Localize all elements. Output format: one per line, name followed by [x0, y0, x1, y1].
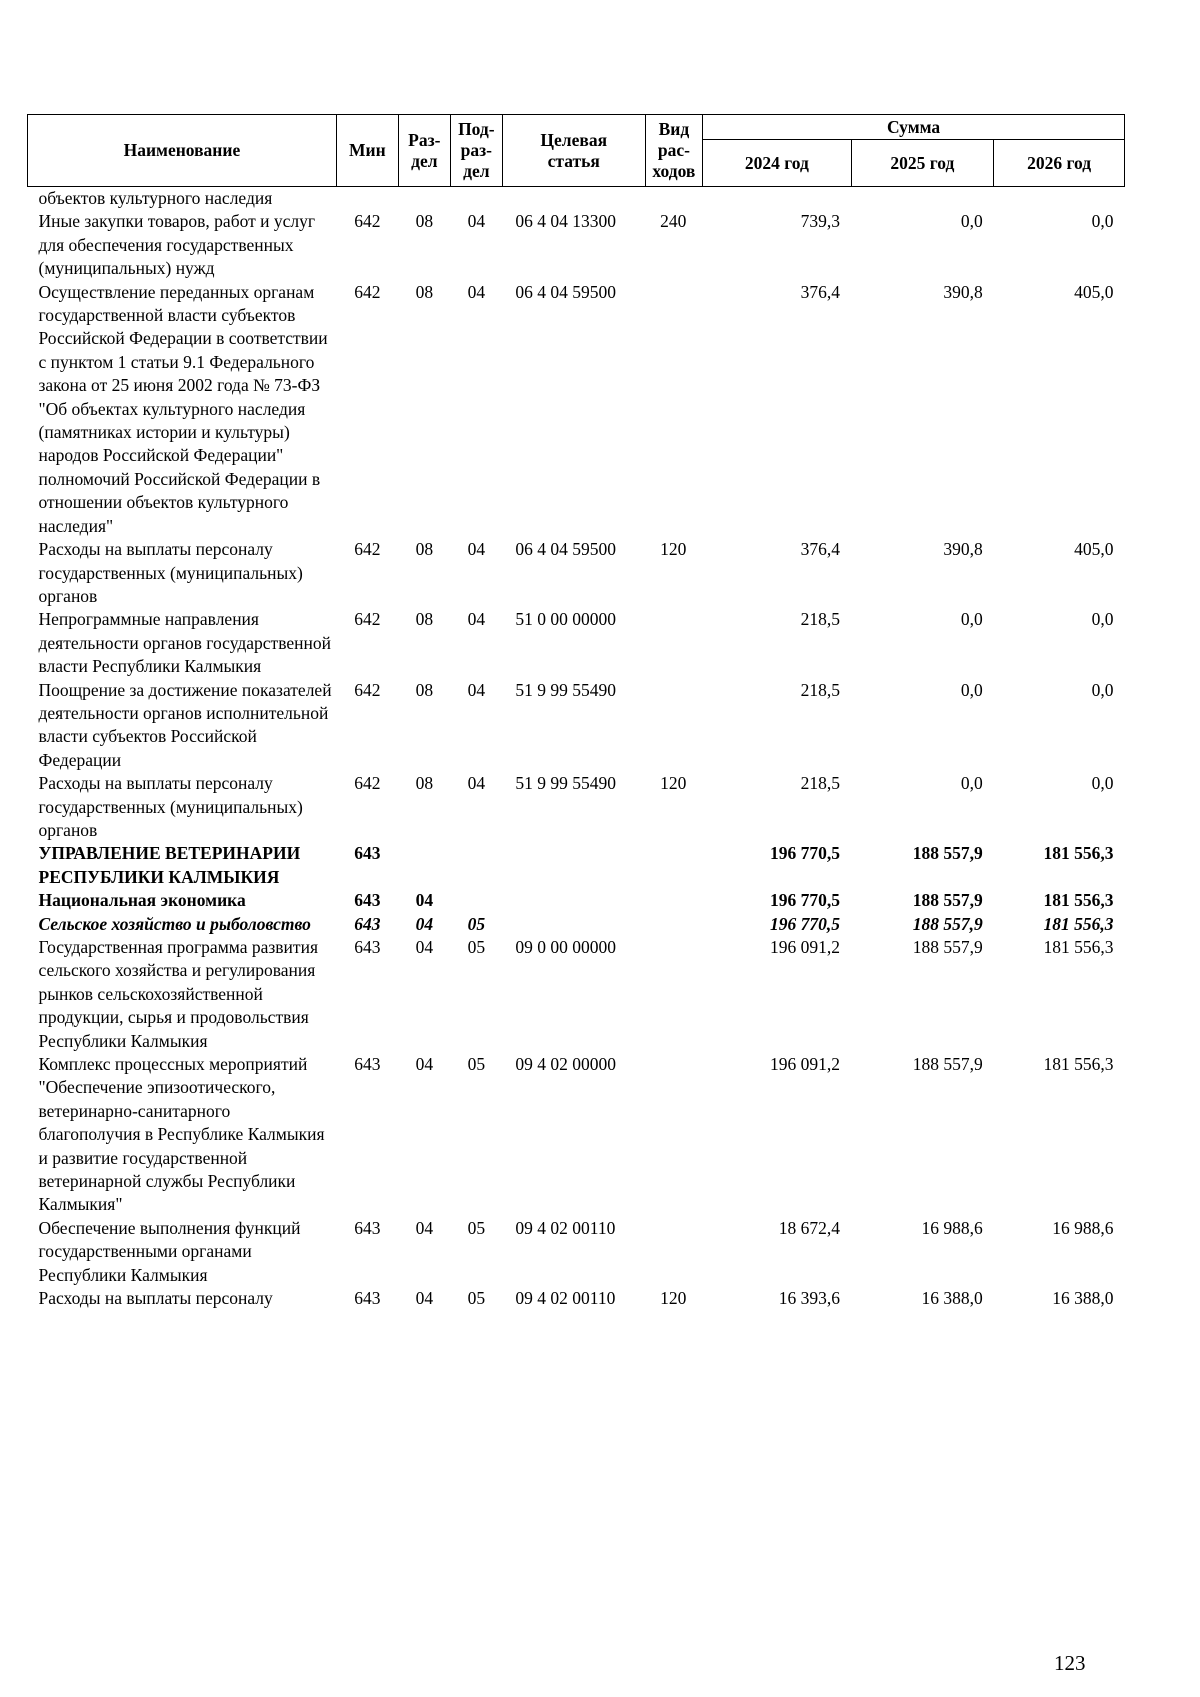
row-sum-2024: 739,3 [800, 211, 840, 232]
row-sum-2026: 181 556,3 [1043, 890, 1114, 911]
header-razdel: Раз-дел [398, 115, 450, 187]
row-min: 642 [354, 609, 381, 630]
row-sum-2026: 0,0 [1091, 679, 1114, 700]
row-razdel: 08 [415, 539, 434, 560]
table-body [28, 187, 1125, 1311]
row-podrazdel: 04 [467, 679, 486, 700]
row-razdel: 08 [415, 281, 434, 302]
row-podrazdel [450, 187, 502, 211]
table-row [28, 281, 1125, 538]
row-sum-2025: 0,0 [960, 609, 983, 630]
row-vid: 240 [660, 211, 687, 232]
row-podrazdel: 04 [467, 281, 486, 302]
table-row [28, 1053, 1125, 1217]
row-name: Сельское хозяйство и рыболовство [38, 913, 311, 934]
row-vid [645, 936, 703, 1053]
row-razdel: 04 [415, 1288, 434, 1309]
row-sum-2024: 218,5 [800, 609, 840, 630]
row-sum-2026: 16 388,0 [1052, 1288, 1114, 1309]
table-row [28, 936, 1125, 1053]
row-podrazdel: 05 [467, 1054, 486, 1075]
row-podrazdel: 05 [467, 937, 486, 957]
row-razdel: 04 [415, 913, 434, 934]
row-name: Обеспечение выполнения функций государственными органами Республики Калмыкия [38, 1217, 301, 1285]
row-sum-2025: 188 557,9 [912, 913, 983, 934]
row-razdel: 04 [415, 1217, 434, 1238]
row-sum-2024 [703, 187, 851, 211]
table-row [28, 538, 1125, 608]
row-sum-2025 [851, 187, 994, 211]
row-name: Непрограммные направления деятельности органов государственной власти Республики Калмыкия [38, 609, 331, 677]
header-2024: 2024 год [703, 140, 851, 187]
row-vid: 120 [660, 1288, 687, 1309]
row-podrazdel [450, 889, 502, 912]
row-target: 06 4 04 13300 [515, 211, 616, 232]
table-row [28, 210, 1125, 280]
row-target [502, 889, 645, 912]
table-row [28, 842, 1125, 889]
row-sum-2025: 188 557,9 [912, 937, 983, 957]
row-podrazdel: 04 [467, 539, 486, 560]
row-razdel [398, 187, 450, 211]
budget-table [27, 114, 1125, 1311]
row-target: 09 4 02 00110 [515, 1217, 616, 1238]
row-razdel: 04 [415, 1054, 434, 1075]
row-min: 643 [354, 843, 381, 864]
row-target [502, 913, 645, 936]
row-sum-2026: 0,0 [1091, 773, 1114, 794]
row-sum-2024: 196 770,5 [770, 890, 840, 911]
header-podrazdel: Под-раз-дел [450, 115, 502, 187]
row-name: объектов культурного наследия [38, 188, 273, 208]
row-target: 51 9 99 55490 [515, 773, 616, 794]
table-row [28, 1287, 1125, 1310]
row-razdel [398, 842, 450, 889]
row-vid [645, 1053, 703, 1217]
row-target: 06 4 04 59500 [515, 539, 616, 560]
row-sum-2026: 16 988,6 [1052, 1217, 1114, 1238]
row-min: 643 [354, 1054, 381, 1075]
row-sum-2025: 16 388,0 [921, 1288, 983, 1309]
row-podrazdel: 05 [467, 1217, 486, 1238]
row-razdel: 08 [415, 773, 434, 794]
header-min: Мин [336, 115, 398, 187]
row-target: 51 9 99 55490 [515, 679, 616, 700]
row-podrazdel: 04 [467, 773, 486, 794]
row-target: 06 4 04 59500 [515, 281, 616, 302]
row-name: Государственная программа развития сельского хозяйства и регулирования рынков сельскохозяйственной продукции, сырья и продовольствия Республики Калмыкия [38, 937, 318, 1051]
row-sum-2025: 0,0 [960, 679, 983, 700]
row-sum-2026: 181 556,3 [1043, 1054, 1114, 1075]
row-sum-2026: 181 556,3 [1043, 843, 1114, 864]
row-sum-2024: 196 091,2 [770, 937, 840, 957]
row-min: 643 [354, 937, 381, 957]
row-vid [645, 187, 703, 211]
row-sum-2024: 18 672,4 [778, 1217, 840, 1238]
row-podrazdel: 05 [467, 913, 486, 934]
row-min: 642 [354, 281, 381, 302]
row-name: Расходы на выплаты персоналу государственных (муниципальных) органов [38, 773, 303, 840]
row-sum-2024: 376,4 [800, 539, 840, 560]
row-vid [645, 281, 703, 538]
row-sum-2026: 181 556,3 [1043, 913, 1114, 934]
row-podrazdel: 04 [467, 211, 486, 232]
row-sum-2026 [994, 187, 1125, 211]
row-name: Осуществление переданных органам государственной власти субъектов Российской Федерации в соответствии с пунктом 1 статьи 9.1 Федерального закона от 25 июня 2002 года № 73-ФЗ "Об объектах культурного наследия (памятниках истории и культуры) народов Российской Федерации" полномочий Российской Федерации в отношении объектов культурного наследия" [38, 281, 328, 536]
row-razdel: 08 [415, 609, 434, 630]
row-min: 642 [354, 679, 381, 700]
row-min: 643 [354, 913, 381, 934]
row-razdel: 08 [415, 211, 434, 232]
row-vid [645, 889, 703, 912]
row-podrazdel [450, 842, 502, 889]
row-sum-2026: 181 556,3 [1043, 937, 1114, 957]
table-row [28, 187, 1125, 211]
table-row [28, 772, 1125, 842]
row-sum-2024: 376,4 [800, 281, 840, 302]
row-sum-2024: 196 770,5 [770, 913, 840, 934]
row-name: Комплекс процессных мероприятий "Обеспечение эпизоотического, ветеринарно-санитарного благополучия в Республике Калмыкия и развитие государственной ветеринарной службы Республики Калмыкия" [38, 1054, 325, 1215]
table-row [28, 913, 1125, 936]
row-sum-2026: 0,0 [1091, 211, 1114, 232]
row-target: 09 4 02 00110 [515, 1288, 616, 1309]
page-number: 123 [1054, 1651, 1086, 1675]
row-sum-2025: 188 557,9 [912, 1054, 983, 1075]
header-sum: Сумма [703, 115, 1125, 140]
row-sum-2025: 0,0 [960, 773, 983, 794]
header-2025: 2025 год [851, 140, 994, 187]
budget-table-container [27, 114, 1125, 1311]
row-sum-2025: 188 557,9 [912, 843, 983, 864]
row-vid [645, 679, 703, 773]
row-name: УПРАВЛЕНИЕ ВЕТЕРИНАРИИ РЕСПУБЛИКИ КАЛМЫКИЯ [38, 843, 301, 887]
table-header [28, 115, 1125, 187]
row-target: 09 0 00 00000 [515, 937, 616, 957]
row-min: 643 [354, 1217, 381, 1238]
row-vid [645, 1217, 703, 1287]
header-name: Наименование [28, 115, 337, 187]
row-razdel: 04 [415, 890, 434, 911]
row-sum-2024: 16 393,6 [778, 1288, 840, 1309]
table-row [28, 679, 1125, 773]
row-target [502, 842, 645, 889]
row-target [502, 187, 645, 211]
row-vid [645, 913, 703, 936]
table-row [28, 608, 1125, 678]
row-sum-2025: 390,8 [943, 539, 983, 560]
row-min [336, 187, 398, 211]
row-vid: 120 [660, 773, 687, 794]
row-vid [645, 608, 703, 678]
row-min: 642 [354, 773, 381, 794]
row-sum-2026: 405,0 [1074, 539, 1114, 560]
row-sum-2025: 0,0 [960, 211, 983, 232]
row-min: 642 [354, 539, 381, 560]
header-vid: Вид рас-ходов [645, 115, 703, 187]
row-vid [645, 842, 703, 889]
row-sum-2024: 218,5 [800, 679, 840, 700]
row-sum-2025: 188 557,9 [912, 890, 983, 911]
header-2026: 2026 год [994, 140, 1125, 187]
table-row [28, 1217, 1125, 1287]
row-sum-2024: 196 091,2 [770, 1054, 840, 1075]
row-razdel: 04 [415, 937, 434, 957]
row-target: 51 0 00 00000 [515, 609, 616, 630]
row-name: Поощрение за достижение показателей деятельности органов исполнительной власти субъектов Российской Федерации [38, 679, 332, 770]
row-podrazdel: 04 [467, 609, 486, 630]
row-min: 643 [354, 890, 381, 911]
row-sum-2025: 390,8 [943, 281, 983, 302]
row-name: Национальная экономика [38, 890, 246, 911]
row-sum-2024: 196 770,5 [770, 843, 840, 864]
row-sum-2026: 405,0 [1074, 281, 1114, 302]
table-row [28, 889, 1125, 912]
header-target: Целевая статья [502, 115, 645, 187]
row-sum-2025: 16 988,6 [921, 1217, 983, 1238]
row-min: 643 [354, 1288, 381, 1309]
row-sum-2024: 218,5 [800, 773, 840, 794]
row-min: 642 [354, 211, 381, 232]
row-target: 09 4 02 00000 [515, 1054, 616, 1075]
row-vid: 120 [660, 539, 687, 560]
row-sum-2026: 0,0 [1091, 609, 1114, 630]
row-name: Расходы на выплаты персоналу государственных (муниципальных) органов [38, 539, 303, 606]
row-razdel: 08 [415, 679, 434, 700]
row-podrazdel: 05 [467, 1288, 486, 1309]
row-name: Иные закупки товаров, работ и услуг для обеспечения государственных (муниципальных) нужд [38, 211, 316, 279]
row-name: Расходы на выплаты персоналу [38, 1288, 273, 1309]
